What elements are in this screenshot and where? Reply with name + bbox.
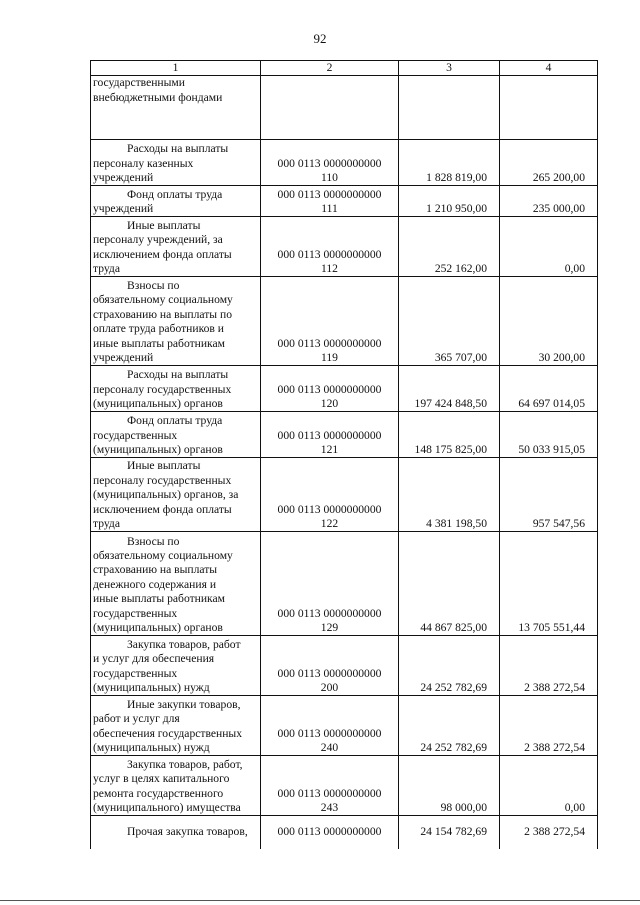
item-name-line: Закупка товаров, работ, [127, 757, 243, 771]
amount-col4-cell: 2 388 272,54 [500, 696, 598, 756]
budget-code-line: 240 [320, 741, 339, 754]
amount-col3-cell: 1 210 950,00 [399, 186, 500, 217]
table-row [91, 696, 598, 756]
budget-code-cell [261, 412, 399, 458]
budget-code-line: 000 0113 0000000000 [277, 187, 382, 201]
item-name-line: Прочая закупка товаров, [127, 825, 248, 839]
amount-col4-cell: 957 547,56 [500, 458, 598, 532]
table-row [91, 366, 598, 412]
table-row [91, 458, 598, 532]
item-name-line: труда [93, 262, 120, 275]
budget-code-line: 000 0113 0000000000 [277, 726, 382, 740]
amount-col3-cell [399, 76, 500, 140]
budget-code-line: 122 [320, 517, 339, 530]
budget-code-line: 000 0113 0000000000 [277, 502, 382, 516]
item-name-line: ремонта государственного [93, 786, 224, 800]
item-name-line: учреждений [93, 171, 154, 184]
item-name-line: персоналу казенных [93, 156, 194, 170]
item-name-line: (муниципальных) органов [93, 443, 223, 456]
budget-code-line: 119 [321, 351, 338, 364]
item-name-cell [91, 277, 261, 366]
budget-code-cell [261, 366, 399, 412]
item-name-line: учреждений [93, 351, 154, 364]
amount-col4-cell: 2 388 272,54 [500, 816, 598, 849]
item-name-line: страхованию на выплаты по [93, 307, 232, 321]
table-row [91, 636, 598, 696]
page-number: 92 [313, 31, 327, 46]
budget-code-cell [261, 217, 399, 277]
item-name-cell [91, 366, 261, 412]
amount-col4-cell: 0,00 [500, 756, 598, 816]
budget-table-body [91, 61, 598, 849]
item-name-cell [91, 217, 261, 277]
item-name-line: Взносы по [127, 534, 180, 548]
budget-code-cell [261, 756, 399, 816]
amount-col4-cell: 13 705 551,44 [500, 532, 598, 636]
amount-col3-cell: 24 252 782,69 [399, 636, 500, 696]
item-name-line: обязательному социальному [93, 548, 233, 562]
amount-col3-cell: 148 175 825,00 [399, 412, 500, 458]
item-name-cell [91, 76, 261, 140]
table-row [91, 186, 598, 217]
budget-code-line: 112 [321, 262, 338, 275]
item-name-line: исключением фонда оплаты [93, 502, 232, 516]
item-name-line: денежного содержания и [93, 577, 217, 591]
amount-col3-cell: 197 424 848,50 [399, 366, 500, 412]
budget-code-line: 000 0113 0000000000 [277, 606, 382, 620]
budget-code-cell [261, 186, 399, 217]
item-name-line: государственных [93, 666, 178, 680]
budget-code-cell [261, 636, 399, 696]
item-name-line: труда [93, 517, 120, 530]
item-name-line: обязательному социальному [93, 293, 233, 307]
column-header-2: 2 [261, 61, 399, 76]
budget-code-line: 000 0113 0000000000 [277, 156, 382, 170]
item-name-cell [91, 532, 261, 636]
item-name-cell [91, 412, 261, 458]
item-name-line: Фонд оплаты труда [127, 414, 223, 428]
budget-code-line: 000 0113 0000000000 [277, 247, 382, 261]
amount-col3-cell: 1 828 819,00 [399, 140, 500, 186]
item-name-line: государственных [93, 606, 178, 620]
item-name-cell [91, 696, 261, 756]
budget-code-line: 129 [320, 621, 339, 634]
item-name-line: иные выплаты работникам [93, 336, 225, 350]
budget-code-line: 000 0113 0000000000 [277, 382, 382, 396]
budget-code-line: 121 [320, 443, 339, 456]
item-name-cell [91, 816, 261, 849]
budget-code-line: 110 [321, 171, 338, 184]
item-name-line: и услуг для обеспечения [93, 652, 215, 666]
item-name-line: Закупка товаров, работ [127, 637, 241, 651]
column-header-4: 4 [500, 61, 598, 76]
item-name-line: Взносы по [127, 278, 180, 292]
budget-table [90, 60, 598, 849]
table-row [91, 816, 598, 849]
amount-col4-cell: 50 033 915,05 [500, 412, 598, 458]
item-name-line: услуг в целях капитального [93, 772, 230, 786]
budget-code-cell [261, 696, 399, 756]
item-name-cell [91, 458, 261, 532]
amount-col4-cell: 30 200,00 [500, 277, 598, 366]
amount-col3-cell: 365 707,00 [399, 277, 500, 366]
amount-col3-cell: 252 162,00 [399, 217, 500, 277]
budget-code-line: 000 0113 0000000000 [277, 825, 382, 839]
amount-col3-cell: 24 252 782,69 [399, 696, 500, 756]
table-row [91, 412, 598, 458]
item-name-line: государственных [93, 428, 178, 442]
item-name-line: обеспечения государственных [93, 726, 243, 740]
table-row [91, 140, 598, 186]
item-name-line: (муниципальных) органов, за [93, 488, 239, 502]
budget-code-cell [261, 816, 399, 849]
item-name-line: внебюджетными фондами [93, 90, 223, 104]
item-name-line: оплате труда работников и [93, 322, 224, 336]
amount-col3-cell: 98 000,00 [399, 756, 500, 816]
scan-edge-line [0, 900, 640, 901]
amount-col3-cell: 44 867 825,00 [399, 532, 500, 636]
table-row [91, 277, 598, 366]
item-name-line: страхованию на выплаты [93, 563, 218, 577]
budget-code-line: 000 0113 0000000000 [277, 786, 382, 800]
item-name-line: персоналу государственных [93, 473, 232, 487]
column-header-3: 3 [399, 61, 500, 76]
item-name-cell [91, 140, 261, 186]
item-name-line: иные выплаты работникам [93, 592, 225, 606]
table-row [91, 756, 598, 816]
item-name-line: Расходы на выплаты [127, 368, 229, 382]
budget-code-line: 243 [320, 801, 339, 814]
budget-code-line: 000 0113 0000000000 [277, 336, 382, 350]
amount-col4-cell [500, 76, 598, 140]
budget-code-line: 120 [320, 397, 339, 410]
budget-code-cell [261, 140, 399, 186]
item-name-line: Иные закупки товаров, [127, 697, 241, 711]
column-header-1: 1 [91, 61, 261, 76]
amount-col3-cell: 4 381 198,50 [399, 458, 500, 532]
item-name-line: (муниципального) имущества [93, 801, 241, 814]
item-name-line: государственными [93, 76, 185, 90]
budget-code-line: 200 [320, 681, 339, 694]
table-row [91, 532, 598, 636]
item-name-line: (муниципальных) нужд [93, 741, 210, 754]
budget-code-cell [261, 532, 399, 636]
table-header-row [91, 61, 598, 76]
budget-code-cell [261, 458, 399, 532]
table-row [91, 217, 598, 277]
budget-code-line: 000 0113 0000000000 [277, 428, 382, 442]
amount-col4-cell: 265 200,00 [500, 140, 598, 186]
amount-col3-cell: 24 154 782,69 [399, 816, 500, 849]
amount-col4-cell: 64 697 014,05 [500, 366, 598, 412]
amount-col4-cell: 0,00 [500, 217, 598, 277]
item-name-line: исключением фонда оплаты [93, 247, 232, 261]
item-name-line: Иные выплаты [127, 218, 201, 232]
item-name-line: Расходы на выплаты [127, 142, 229, 156]
budget-code-cell [261, 277, 399, 366]
item-name-line: работ и услуг для [93, 712, 180, 726]
item-name-cell [91, 636, 261, 696]
item-name-line: Фонд оплаты труда [127, 187, 223, 201]
budget-code-line: 111 [321, 202, 338, 215]
item-name-line: (муниципальных) нужд [93, 681, 210, 694]
budget-code-line: 000 0113 0000000000 [277, 666, 382, 680]
amount-col4-cell: 2 388 272,54 [500, 636, 598, 696]
item-name-line: персоналу государственных [93, 382, 232, 396]
item-name-cell [91, 186, 261, 217]
item-name-line: учреждений [93, 202, 154, 215]
table-row [91, 76, 598, 140]
amount-col4-cell: 235 000,00 [500, 186, 598, 217]
item-name-line: (муниципальных) органов [93, 621, 223, 634]
item-name-line: (муниципальных) органов [93, 397, 223, 410]
item-name-line: персоналу учреждений, за [93, 233, 223, 247]
budget-code-cell [261, 76, 399, 140]
item-name-cell [91, 756, 261, 816]
item-name-line: Иные выплаты [127, 459, 201, 473]
